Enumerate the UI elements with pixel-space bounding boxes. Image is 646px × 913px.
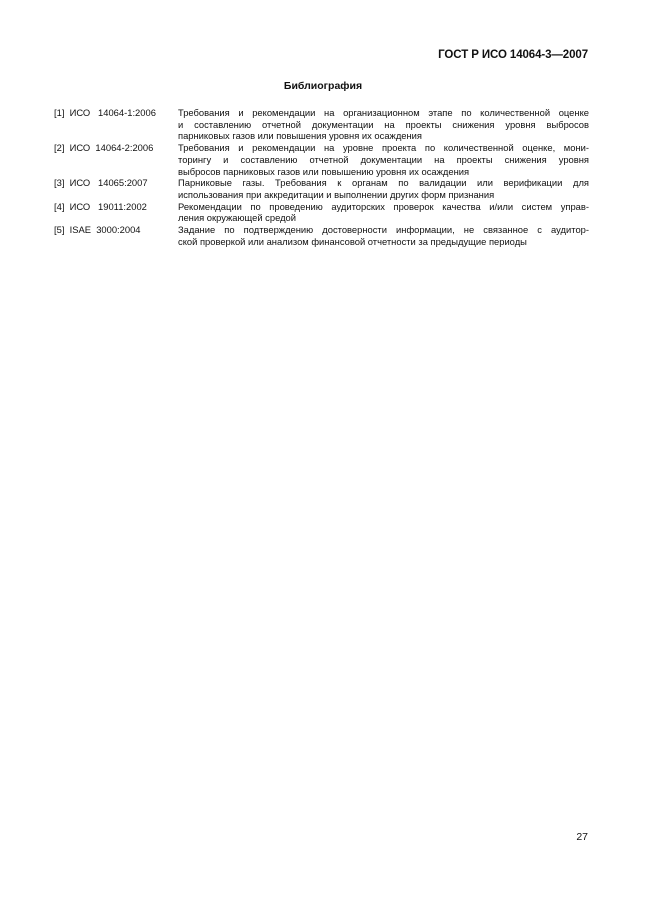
bibliography-title: Библиография [283, 80, 363, 92]
reference-line: Рекомендации по проведению аудиторских проверок качества и/или систем управ- [178, 200, 589, 212]
reference-code: [3] ИСО 14065:2007 [54, 177, 148, 189]
reference-line: выбросов парниковых газов или повышению уровня их осаждения [178, 165, 470, 177]
reference-line: Парниковые газы. Требования к органам по валидации или верификации для [178, 177, 589, 189]
reference-line: торингу и составлению отчетной документации на проекты снижения уровня [178, 153, 589, 165]
reference-description [178, 142, 589, 177]
reference-line: парниковых газов или повышения уровня их осаждения [178, 130, 422, 142]
reference-line: и составлению отчетной документации на проекты снижения уровня выбросов [178, 118, 589, 130]
reference-item [54, 224, 589, 247]
reference-code: [5] ISAE 3000:2004 [54, 224, 141, 236]
reference-line: Задание по подтверждению достоверности информации, не связанное с аудитор- [178, 224, 589, 236]
reference-description [178, 201, 589, 224]
reference-list [54, 107, 589, 247]
reference-item [54, 107, 589, 142]
standard-header: ГОСТ Р ИСО 14064-3—2007 [438, 49, 588, 61]
reference-description [178, 224, 589, 247]
reference-description [178, 177, 589, 200]
reference-line: использования при аккредитации и выполнении других форм признания [178, 188, 495, 200]
reference-line: ской проверкой или анализом финансовой отчетности за предыдущие периоды [178, 235, 527, 247]
reference-item [54, 177, 589, 200]
reference-item [54, 142, 589, 177]
reference-code: [1] ИСО 14064-1:2006 [54, 107, 156, 118]
reference-line: ления окружающей средой [178, 212, 297, 224]
reference-code: [2] ИСО 14064-2:2006 [54, 142, 154, 154]
reference-description [178, 107, 589, 142]
reference-code: [4] ИСО 19011:2002 [54, 200, 147, 212]
page-number: 27 [576, 831, 588, 843]
reference-line: Требования и рекомендации на организационном этапе по количественной оценке [178, 107, 589, 118]
reference-item [54, 201, 589, 224]
reference-line: Требования и рекомендации на уровне проекта по количественной оценке, мони- [178, 142, 589, 154]
